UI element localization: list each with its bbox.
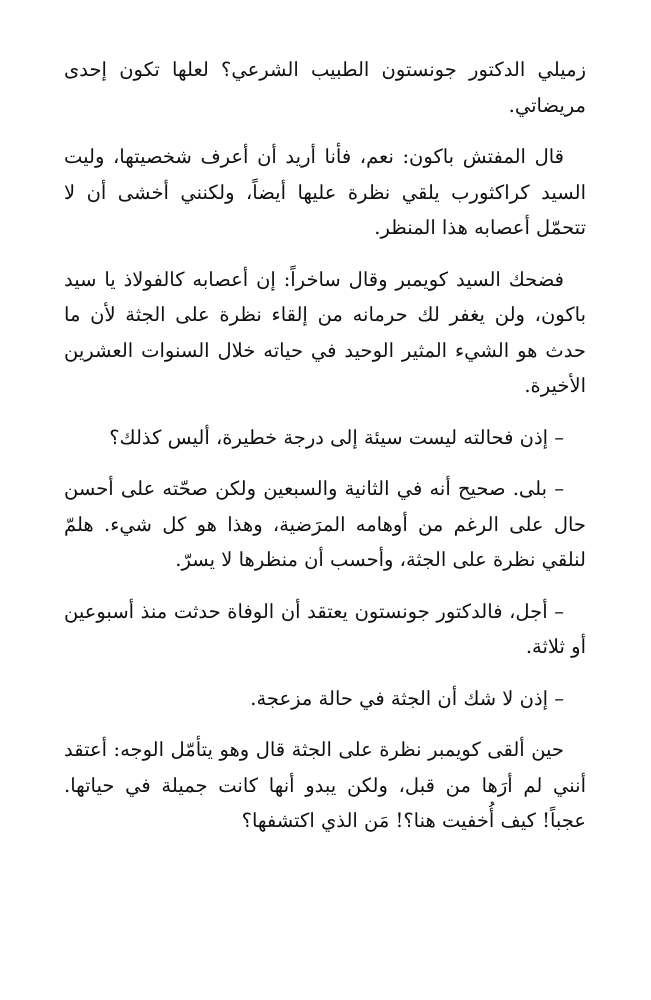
paragraph-4: – إذن فحالته ليست سيئة إلى درجة خطيرة، أليس كذلك؟ [109,425,564,449]
book-page [64,52,586,839]
paragraph-6: – أجل، فالدكتور جونستون يعتقد أن الوفاة حدثت منذ أسبوعين أو ثلاثة. [64,599,586,658]
paragraph-5: – بلى. صحيح أنه في الثانية والسبعين ولكن صحّته على أحسن حال على الرغم من أوهامه المرَضية، وهذا هو كل شيء. هلمّ لنلقي نظرة على الجثة، وأحسب أن منظرها لا يسرّ. [64,477,586,571]
paragraph-7: – إذن لا شك أن الجثة في حالة مزعجة. [250,686,564,710]
paragraph-3: فضحك السيد كويمبر وقال ساخراً: إن أعصابه كالفولاذ يا سيد باكون، ولن يغفر لك حرمانه من إلقاء نظرة على الجثة لأن ما حدث هو الشيء المثير الوحيد في حياته خلال السنوات العشرين الأخيرة. [64,267,586,397]
paragraph-8: حين ألقى كويمبر نظرة على الجثة قال وهو يتأمّل الوجه: أعتقد أنني لم أرَها من قبل، ولكن يبدو أنها كانت جميلة في حياتها. عجباً! كيف أُخفيت هنا؟! مَن الذي اكتشفها؟ [64,738,586,832]
paragraph-2: قال المفتش باكون: نعم، فأنا أريد أن أعرف شخصيتها، وليت السيد كراكثورب يلقي نظرة عليها أيضاً، ولكنني أخشى أن لا تتحمّل أعصابه هذا المنظر. [64,145,586,239]
paragraph-1: زميلي الدكتور جونستون الطبيب الشرعي؟ لعلها تكون إحدى مريضاتي. [64,58,586,117]
